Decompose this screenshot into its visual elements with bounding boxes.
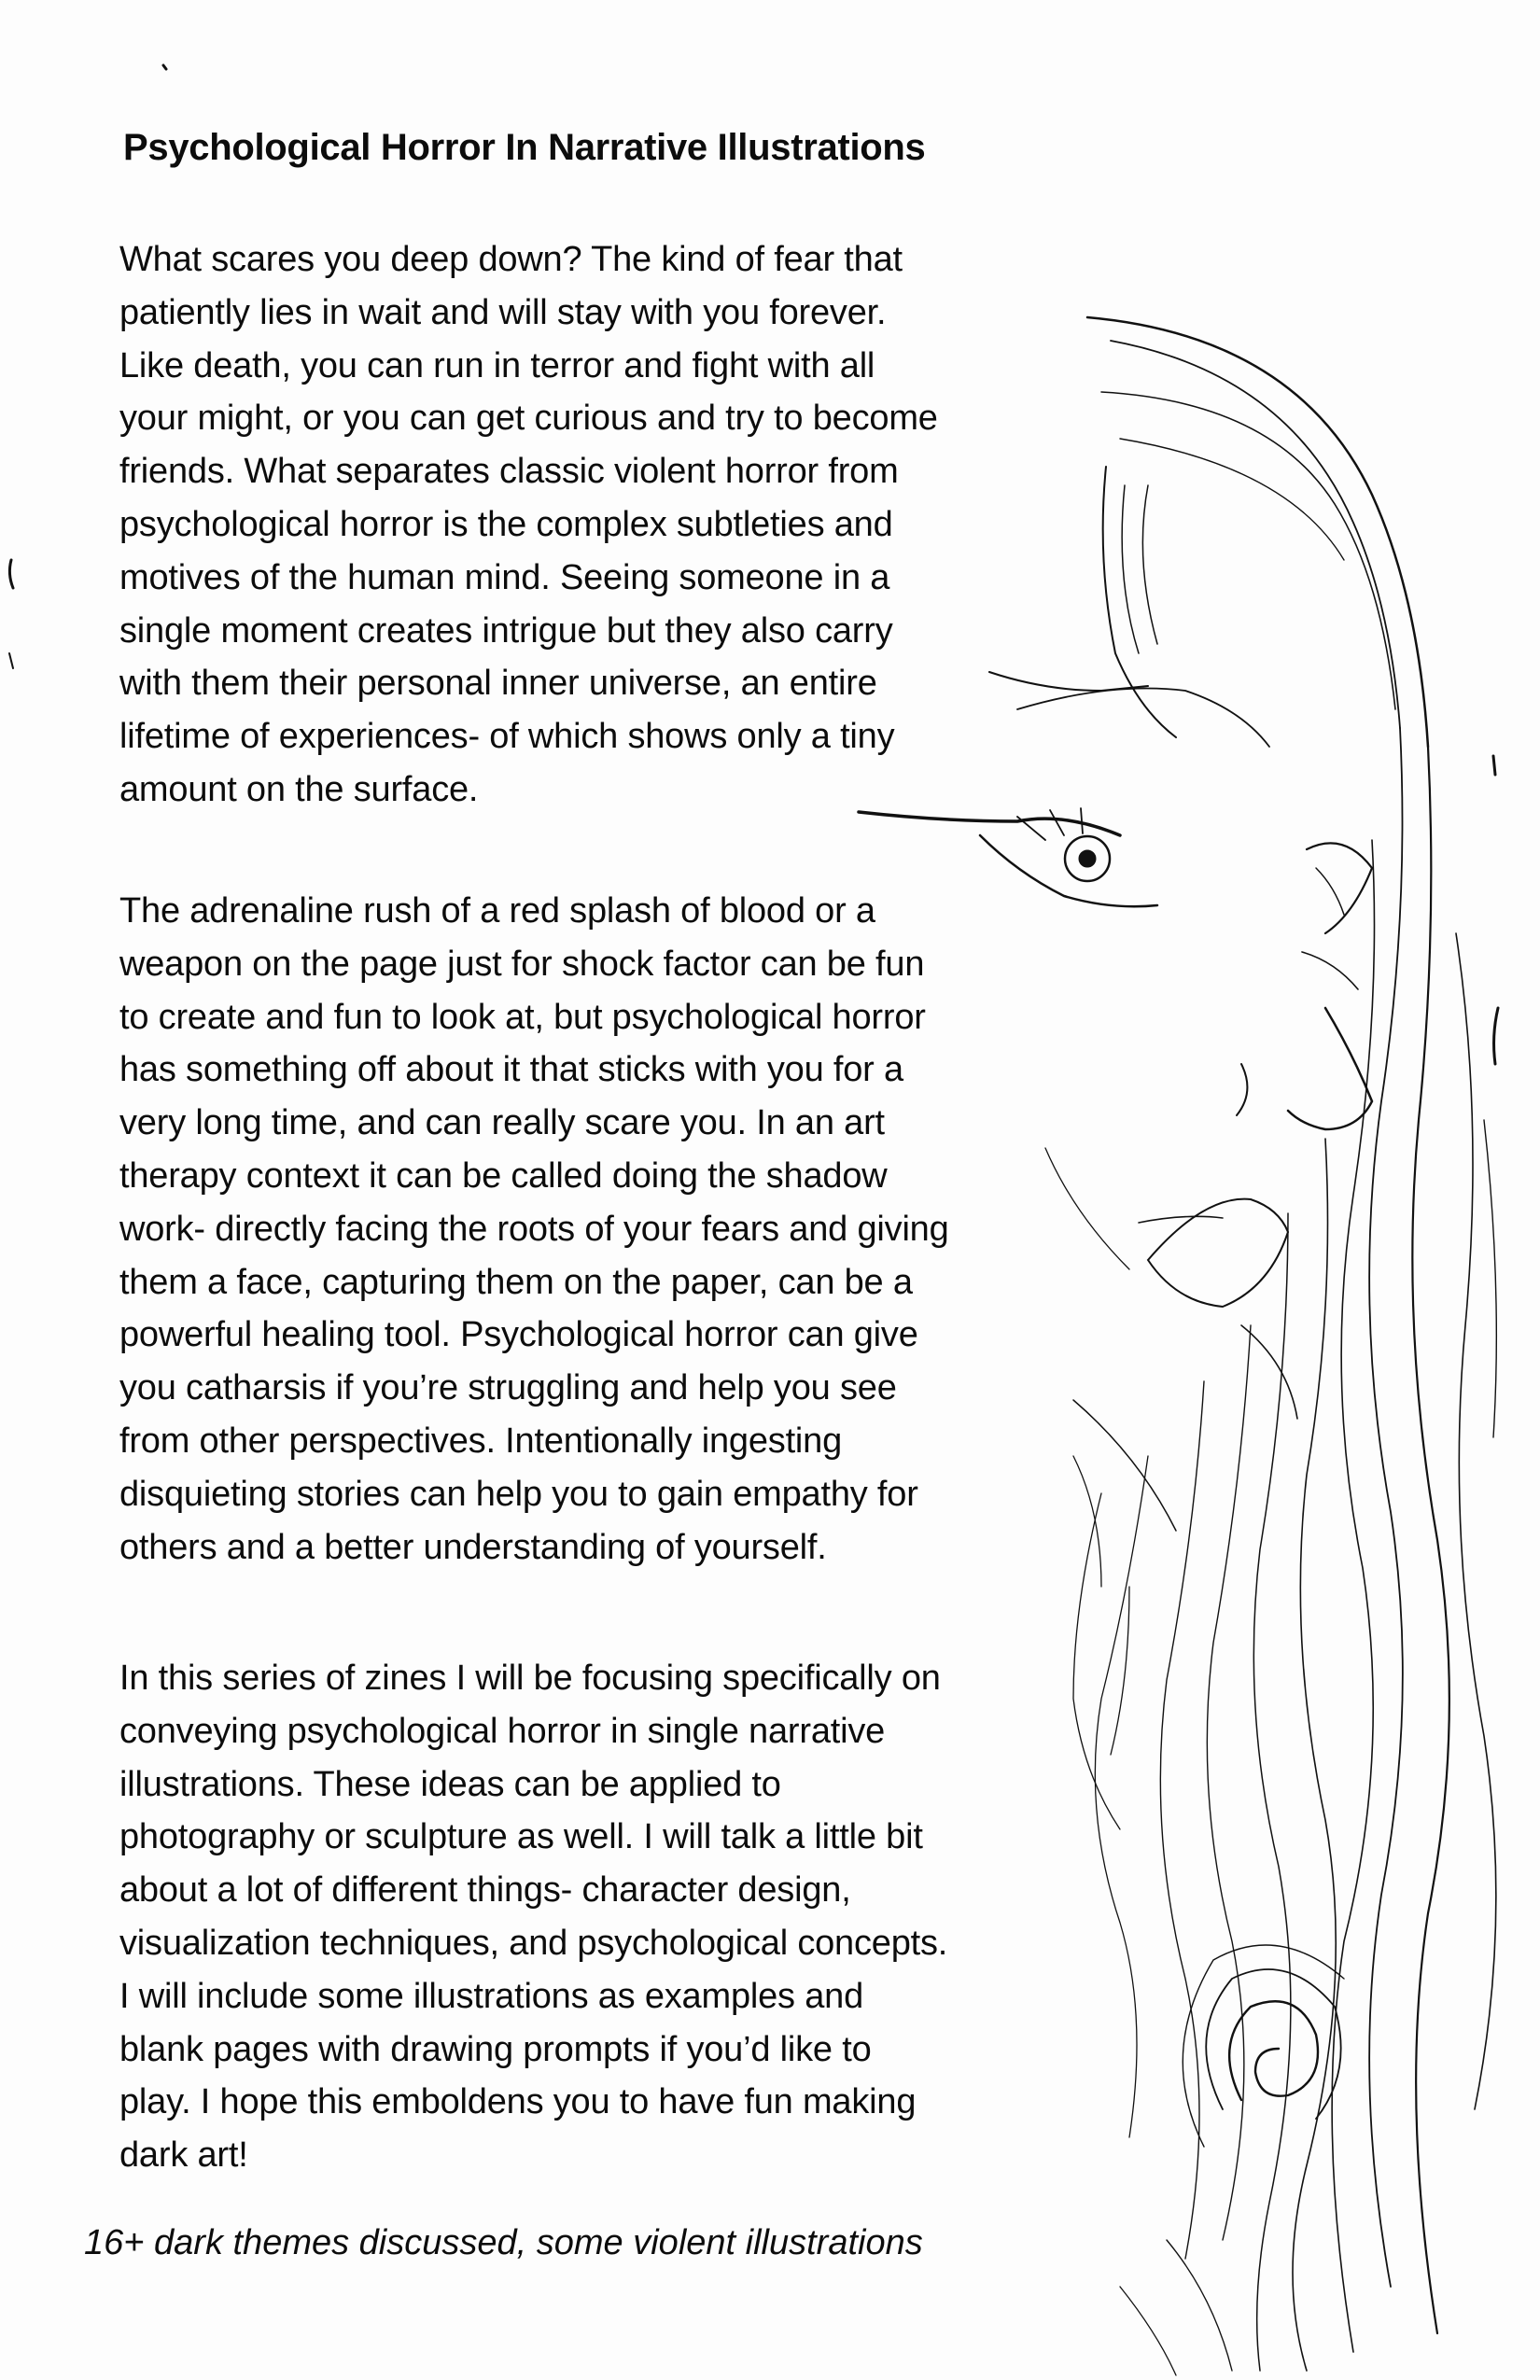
paragraph-line: In this series of zines I will be focusing specifically on: [119, 1659, 941, 1698]
paragraph-line: illustrations. These ideas can be applied to: [119, 1764, 781, 1804]
paragraph-adrenaline: [119, 885, 949, 1574]
paragraph-line: with them their personal inner universe, an entire: [119, 664, 877, 704]
paragraph-line: What scares you deep down? The kind of fear that: [119, 240, 903, 279]
paragraph-line: visualization techniques, and psychological concepts.: [119, 1923, 948, 1963]
paragraph-line: therapy context it can be called doing the shadow: [119, 1155, 888, 1196]
paragraph-line: work- directly facing the roots of your fears and giving: [119, 1209, 949, 1249]
paragraph-line: lifetime of experiences- of which shows only a tiny: [119, 717, 895, 757]
paragraph-line: very long time, and can really scare you. In an art: [119, 1103, 885, 1143]
paragraph-line: friends. What separates classic violent horror from: [119, 452, 899, 492]
paragraph-line: others and a better understanding of yourself.: [119, 1527, 827, 1567]
paragraph-line: your might, or you can get curious and try to become: [119, 399, 938, 439]
paragraph-line: them a face, capturing them on the paper, can be a: [119, 1262, 913, 1302]
paragraph-line: conveying psychological horror in single narrative: [119, 1711, 886, 1751]
content-warning-footnote: 16+ dark themes discussed, some violent illustrations: [84, 2223, 923, 2262]
paragraph-line: powerful healing tool. Psychological horror can give: [119, 1315, 918, 1355]
paragraph-line: single moment creates intrigue but they also carry: [119, 610, 893, 651]
paragraph-line: blank pages with drawing prompts if you’d like to: [119, 2029, 872, 2069]
paragraph-line: The adrenaline rush of a red splash of blood or a: [119, 891, 875, 931]
page-title: Psychological Horror In Narrative Illustrations: [123, 127, 926, 168]
paragraph-line: Like death, you can run in terror and fight with all: [119, 345, 875, 385]
paragraph-line: play. I hope this emboldens you to have fun making: [119, 2082, 917, 2122]
paragraph-line: patiently lies in wait and will stay with you forever.: [119, 292, 887, 332]
paragraph-line: amount on the surface.: [119, 769, 479, 809]
paragraph-line: psychological horror is the complex subtleties and: [119, 504, 893, 544]
paragraph-line: photography or sculpture as well. I will talk a little bit: [119, 1817, 923, 1857]
paragraph-line: you catharsis if you’re struggling and help you see: [119, 1368, 897, 1408]
paragraph-line: disquieting stories can help you to gain empathy for: [119, 1474, 918, 1514]
paragraph-line: motives of the human mind. Seeing someone in a: [119, 557, 890, 597]
paragraph-series-intro: [119, 1652, 947, 2182]
paragraph-intro: [119, 233, 938, 817]
paragraph-line: from other perspectives. Intentionally ingesting: [119, 1421, 843, 1461]
paragraph-line: has something off about it that sticks with you for a: [119, 1050, 903, 1090]
paragraph-line: about a lot of different things- character design,: [119, 1870, 851, 1911]
paragraph-line: to create and fun to look at, but psychological horror: [119, 997, 926, 1037]
paragraph-line: dark art!: [119, 2135, 248, 2176]
paragraph-line: I will include some illustrations as examples and: [119, 1976, 864, 2016]
paragraph-line: weapon on the page just for shock factor can be fun: [119, 944, 925, 984]
